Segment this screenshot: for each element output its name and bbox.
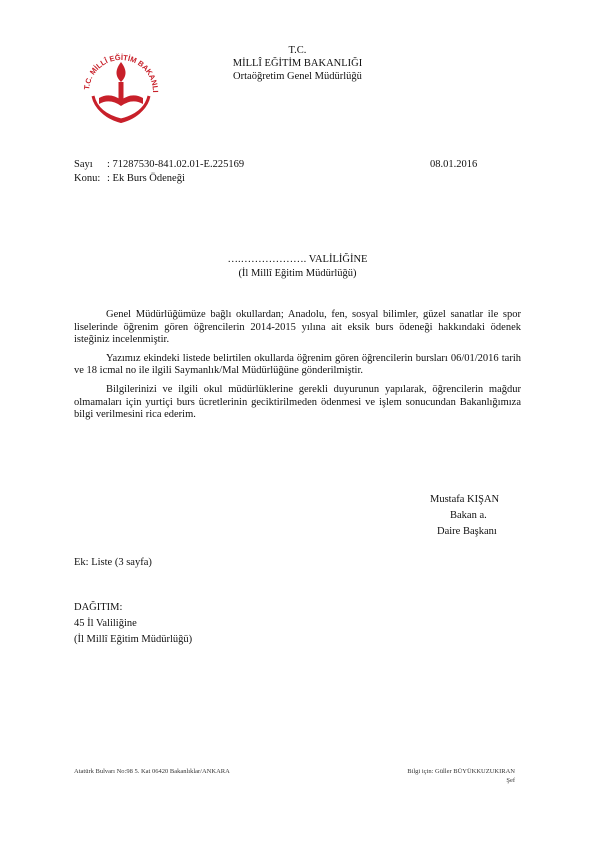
header-ministry: MİLLÎ EĞİTİM BAKANLIĞI: [232, 58, 363, 69]
konu-label: Konu:: [74, 173, 101, 184]
distribution-label: DAĞITIM:: [74, 602, 123, 613]
letter-body: [74, 309, 521, 428]
sayi-value: : 71287530-841.02.01-E.225169: [107, 159, 245, 170]
addressee-line2: (İl Millî Eğitim Müdürlüğü): [238, 268, 357, 279]
signatory-title2: Daire Başkanı: [437, 526, 497, 537]
header-directorate: Ortaöğretim Genel Müdürlüğü: [233, 71, 362, 82]
body-paragraph-2: Yazımız ekindeki listede belirtilen okullarda öğrenim gören öğrencilerin bursları 06/01/2016 tarih ve 18 icmal no ile ilgili Saymanlık/Mal Müdürlüğüne gönderilmiştir.: [74, 352, 521, 377]
signatory-name: Mustafa KIŞAN: [430, 494, 500, 505]
distribution-line1: 45 İl Valiliğine: [74, 618, 137, 629]
addressee-line1: ….………………. VALİLİĞİNE: [227, 254, 368, 265]
konu-value: : Ek Burs Ödeneği: [107, 173, 185, 184]
body-paragraph-3: Bilgilerinizi ve ilgili okul müdürlüklerine gerekli duyurunun yapılarak, öğrencilerin mağdur olmamaları için yurtiçi burs ücretlerinin geciktirilmeden ödenmesi ve işlem sonucundan Bakanlığımıza bilgi verilmesini rica ederim.: [74, 383, 521, 421]
header-tc: T.C.: [288, 45, 307, 56]
signatory-title1: Bakan a.: [450, 510, 487, 521]
footer-contact: Bilgi için: Güller BÜYÜKKUZUKIRAN: [407, 768, 515, 775]
footer-address: Atatürk Bulvarı No:98 5. Kat 06420 Bakanlıklar/ANKARA: [74, 768, 230, 775]
body-paragraph-1: Genel Müdürlüğümüze bağlı okullardan; Anadolu, fen, sosyal bilimler, güzel sanatlar ile spor liselerinde öğrenim gören öğrencilerin 2014-2015 yılına ait eksik burs ödeneği hakkındaki ödenek isteğiniz incelenmiştir.: [74, 309, 521, 346]
ministry-logo: [75, 40, 167, 132]
sayi-label: Sayı: [74, 159, 93, 170]
distribution-line2: (İl Millî Eğitim Müdürlüğü): [74, 634, 193, 645]
footer-contact-title: Şef: [506, 777, 515, 784]
logo-ring-text: T.C. MİLLÎ EĞİTİM BAKANLI: [82, 52, 161, 93]
attachment-note: Ek: Liste (3 sayfa): [74, 557, 152, 568]
document-date: 08.01.2016: [430, 159, 478, 170]
